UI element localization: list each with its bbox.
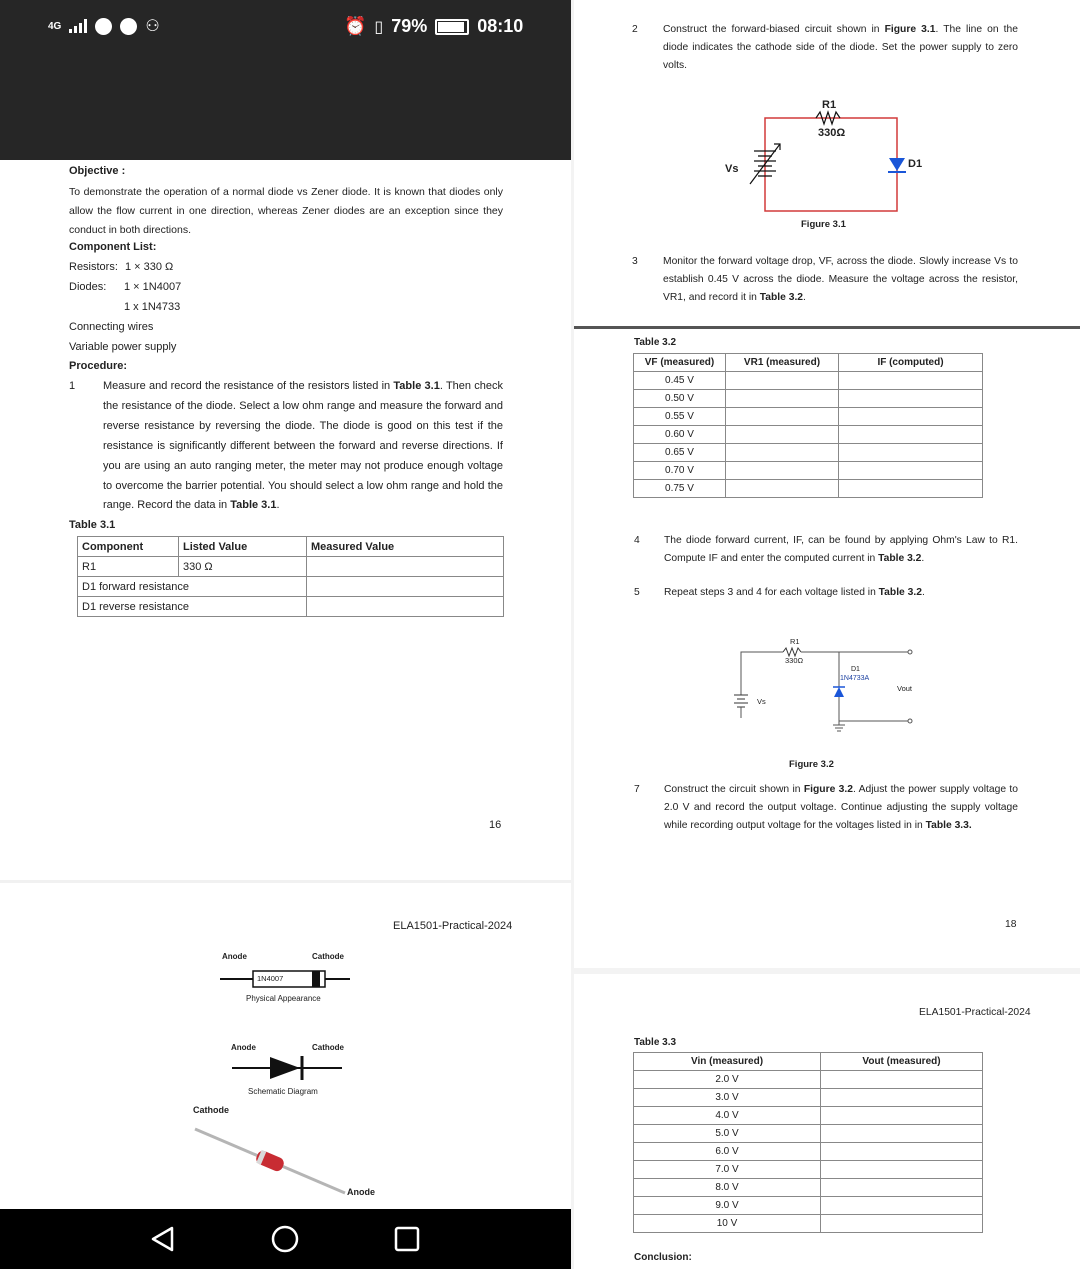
step-7-text-b: . Adjust the power supply voltage to 2.0 V and record the output voltage. Continue adjusting the supply voltage while recording output voltage for the voltages listed in in <box>664 784 1018 831</box>
table-cell <box>821 1125 983 1143</box>
procedure-heading: Procedure: <box>69 360 128 372</box>
clock: 08:10 <box>477 16 524 36</box>
panel-divider <box>571 0 574 1269</box>
table-3-2 <box>633 353 983 498</box>
table-cell: D1 reverse resistance <box>78 597 307 617</box>
table-ref: Table 3.3. <box>925 820 972 831</box>
battery-icon <box>435 19 469 35</box>
cathode-label-schematic: Cathode <box>312 1043 344 1052</box>
objective-heading: Objective : <box>69 165 126 177</box>
back-icon[interactable] <box>150 1226 176 1252</box>
figure-ref: Figure 3.2 <box>803 784 853 795</box>
step-7-number: 7 <box>634 784 640 795</box>
table-row <box>634 444 983 462</box>
table-row <box>634 426 983 444</box>
table-3-1 <box>77 536 504 617</box>
page-footer: ELA1501-Practical-2024 <box>393 920 513 932</box>
diode-physical-drawing <box>220 968 350 990</box>
table-ref: Table 3.2 <box>878 553 922 564</box>
table-header-row <box>634 354 983 372</box>
photo-cathode-label: Cathode <box>193 1105 229 1115</box>
table-header: Vin (measured) <box>634 1053 821 1071</box>
step-3-number: 3 <box>632 256 638 267</box>
figure-3-2-circuit <box>725 640 925 740</box>
table-cell: 2.0 V <box>634 1071 821 1089</box>
table-header: VR1 (measured) <box>726 354 839 372</box>
part-marking: 1N4007 <box>257 974 284 983</box>
messenger-icon <box>95 18 112 35</box>
connecting-wires: Connecting wires <box>69 321 154 333</box>
table-cell: 330 Ω <box>179 557 307 577</box>
step-4-text <box>664 532 1018 568</box>
user-notification-icon: ⚇ <box>145 18 160 35</box>
table-cell: 5.0 V <box>634 1125 821 1143</box>
table-cell <box>726 480 839 498</box>
table-cell: 0.70 V <box>634 462 726 480</box>
table-row <box>634 1143 983 1161</box>
step-1-number: 1 <box>69 380 76 392</box>
step-5-number: 5 <box>634 587 640 598</box>
table-cell: D1 forward resistance <box>78 577 307 597</box>
table-ref: Table 3.2 <box>759 292 804 303</box>
step-1-text <box>103 377 503 516</box>
table-row <box>634 462 983 480</box>
recent-apps-icon[interactable] <box>394 1226 420 1252</box>
step-4-text-b: . <box>921 553 925 564</box>
page-gap <box>574 968 1080 974</box>
anode-label: Anode <box>222 952 247 961</box>
step-4-number: 4 <box>634 535 640 546</box>
table-cell <box>839 390 983 408</box>
table-cell <box>839 426 983 444</box>
table-cell <box>821 1197 983 1215</box>
step-3-text-b: . <box>803 292 806 303</box>
status-bar <box>0 0 571 160</box>
table-row <box>634 408 983 426</box>
table-row <box>634 372 983 390</box>
power-supply: Variable power supply <box>69 341 177 353</box>
table-header: IF (computed) <box>839 354 983 372</box>
home-icon[interactable] <box>271 1225 299 1253</box>
figure-3-1-circuit <box>720 96 923 216</box>
step-5-text-b: . <box>921 587 925 598</box>
step-3-text <box>663 253 1018 307</box>
table-cell: 10 V <box>634 1215 821 1233</box>
table-cell <box>839 372 983 390</box>
table-3-1-caption: Table 3.1 <box>69 519 116 531</box>
table-3-2-caption: Table 3.2 <box>634 337 677 348</box>
step-7-text-a: Construct the circuit shown in <box>664 784 804 795</box>
table-cell <box>821 1071 983 1089</box>
fig32-d1-part: 1N4733A <box>840 675 870 682</box>
step-5-text <box>664 584 1018 602</box>
fig32-vs-label: Vs <box>757 697 766 706</box>
table-cell: R1 <box>78 557 179 577</box>
table-header-row <box>634 1053 983 1071</box>
step-2-number: 2 <box>632 24 638 35</box>
table-cell: 4.0 V <box>634 1107 821 1125</box>
table-cell <box>839 408 983 426</box>
conclusion-heading: Conclusion: <box>634 1252 692 1263</box>
table-cell <box>839 480 983 498</box>
step-1-table-ref: Table 3.1 <box>393 380 440 392</box>
table-cell <box>307 557 504 577</box>
table-header: Measured Value <box>307 537 504 557</box>
diodes-label: Diodes: <box>69 281 107 293</box>
step-7-text <box>664 781 1018 835</box>
page-break-line <box>574 326 1080 329</box>
table-cell <box>821 1107 983 1125</box>
signal-icon <box>69 19 87 33</box>
table-row <box>634 1071 983 1089</box>
step-1-text-c: . <box>276 499 280 512</box>
step-5-text-a: Repeat steps 3 and 4 for each voltage listed in <box>664 587 879 598</box>
table-row <box>634 1161 983 1179</box>
table-cell: 0.55 V <box>634 408 726 426</box>
network-label: 4G <box>48 20 62 32</box>
fig31-r1-label: R1 <box>822 99 837 111</box>
component-list-heading: Component List: <box>69 241 157 253</box>
table-row <box>634 390 983 408</box>
table-cell: 0.50 V <box>634 390 726 408</box>
table-cell <box>307 597 504 617</box>
fig32-r1-label: R1 <box>790 637 800 646</box>
table-ref: Table 3.2 <box>878 587 922 598</box>
resistors-row <box>69 259 173 275</box>
table-cell <box>726 390 839 408</box>
table-row <box>634 1125 983 1143</box>
diode-photo <box>190 1123 350 1198</box>
battery-percent: 79% <box>391 16 428 36</box>
table-cell <box>821 1215 983 1233</box>
vibrate-icon: ▯ <box>374 18 384 36</box>
table-cell: 9.0 V <box>634 1197 821 1215</box>
diode-d1-symbol <box>889 158 905 171</box>
anode-label-schematic: Anode <box>231 1043 256 1052</box>
diodes-value-2: 1 x 1N4733 <box>124 301 181 313</box>
page-17 <box>0 880 571 1210</box>
photo-anode-label: Anode <box>347 1187 375 1197</box>
table-header: Vout (measured) <box>821 1053 983 1071</box>
figure-3-1-caption: Figure 3.1 <box>801 219 846 230</box>
fig32-d1-label: D1 <box>851 666 860 673</box>
table-cell <box>726 408 839 426</box>
page-number-18: 18 <box>1005 919 1017 930</box>
table-cell <box>821 1143 983 1161</box>
table-cell: 6.0 V <box>634 1143 821 1161</box>
table-row <box>78 577 504 597</box>
table-row <box>634 1089 983 1107</box>
table-cell <box>821 1089 983 1107</box>
step-1-text-a: Measure and record the resistance of the resistors listed in <box>103 380 394 392</box>
step-1-text-b: . Then check the resistance of the diode. Select a low ohm range and measure the forward and reverse resistance by reversing the diode. The diode is good on this test if the resistance is significantly different between the forward and reverse directions. If you are using an auto ranging meter, the meter may not produce enough voltage to overcome the barrier potential. You should select a low ohm range and hold the range. Record the data in <box>103 380 503 512</box>
table-cell <box>726 372 839 390</box>
table-cell: 0.65 V <box>634 444 726 462</box>
table-header: VF (measured) <box>634 354 726 372</box>
table-cell <box>821 1179 983 1197</box>
figure-ref: Figure 3.1 <box>884 24 936 35</box>
step-2-text-b: . The line on the diode indicates the cathode side of the diode. Set the power supply to zero volts. <box>663 24 1018 71</box>
table-cell <box>307 577 504 597</box>
alarm-icon: ⏰ <box>344 16 367 36</box>
navigation-bar <box>0 1209 571 1269</box>
table-header-row <box>78 537 504 557</box>
step-2-text <box>663 21 1018 75</box>
table-cell <box>821 1161 983 1179</box>
fig32-r1-value: 330Ω <box>785 656 804 665</box>
step-3-text-a: Monitor the forward voltage drop, VF, across the diode. Slowly increase Vs to establish 0.45 V across the diode. Measure the voltage across the resistor, VR1, and record it in <box>663 256 1018 303</box>
diode-schematic-symbol <box>232 1053 342 1083</box>
figure-3-2-caption: Figure 3.2 <box>789 759 834 770</box>
table-cell <box>839 462 983 480</box>
table-row <box>634 1107 983 1125</box>
table-cell: 0.75 V <box>634 480 726 498</box>
step-4-text-a: The diode forward current, IF, can be found by applying Ohm's Law to R1. Compute IF and enter the computed current in <box>664 535 1018 564</box>
table-header: Component <box>78 537 179 557</box>
physical-appearance-caption: Physical Appearance <box>246 994 321 1003</box>
fig31-r1-value: 330Ω <box>818 127 846 139</box>
fig32-vout-label: Vout <box>897 684 913 693</box>
table-row <box>78 597 504 617</box>
table-3-3 <box>633 1052 983 1233</box>
cathode-label: Cathode <box>312 952 344 961</box>
table-row <box>634 480 983 498</box>
table-header: Listed Value <box>179 537 307 557</box>
page-header: ELA1501-Practical-2024 <box>919 1007 1031 1018</box>
table-cell <box>839 444 983 462</box>
diodes-value-1: 1 × 1N4007 <box>124 281 182 293</box>
facebook-icon <box>120 18 137 35</box>
table-row <box>634 1197 983 1215</box>
table-cell: 8.0 V <box>634 1179 821 1197</box>
fig31-vs-label: Vs <box>725 163 739 175</box>
step-2-text-a: Construct the forward-biased circuit shown in <box>663 24 885 35</box>
resistors-label: Resistors: <box>69 261 118 273</box>
schematic-diagram-caption: Schematic Diagram <box>248 1087 318 1096</box>
table-3-3-caption: Table 3.3 <box>634 1037 677 1048</box>
table-cell <box>726 426 839 444</box>
table-cell <box>726 444 839 462</box>
table-cell: 0.45 V <box>634 372 726 390</box>
table-cell: 7.0 V <box>634 1161 821 1179</box>
table-cell: 0.60 V <box>634 426 726 444</box>
table-row <box>78 557 504 577</box>
table-cell: 3.0 V <box>634 1089 821 1107</box>
table-row <box>634 1179 983 1197</box>
table-row <box>634 1215 983 1233</box>
resistors-value: 1 × 330 Ω <box>124 261 174 273</box>
step-1-table-ref-2: Table 3.1 <box>230 499 277 512</box>
table-cell <box>726 462 839 480</box>
fig31-d1-label: D1 <box>908 158 923 170</box>
page-number-16: 16 <box>489 819 502 831</box>
objective-text: To demonstrate the operation of a normal diode vs Zener diode. It is known that diodes only allow the flow current in one direction, whereas Zener diodes are an exception since they conduct in both directions. <box>69 186 503 236</box>
